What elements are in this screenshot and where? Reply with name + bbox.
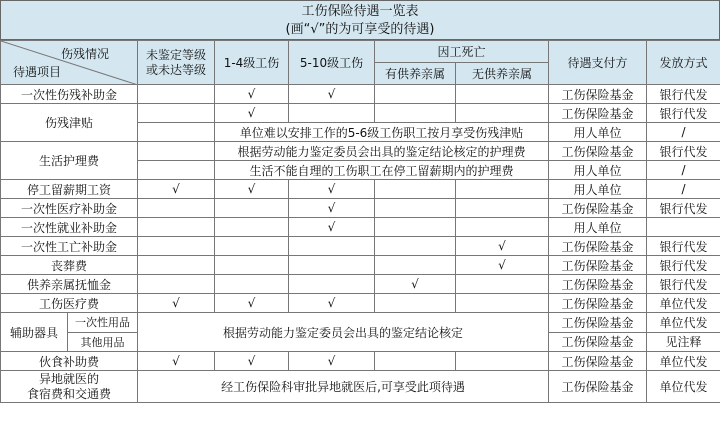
row-payer: 工伤保险基金 <box>549 85 647 104</box>
header-method: 发放方式 <box>647 41 720 85</box>
row-method: 银行代发 <box>647 275 720 294</box>
row-method: 单位代发 <box>647 294 720 313</box>
row-method <box>647 218 720 237</box>
row-name-remote-treatment <box>1 371 138 403</box>
header-grade-1-4: 1-4级工伤 <box>215 41 289 85</box>
check-mark: √ <box>215 294 289 313</box>
row-payer: 工伤保险基金 <box>549 256 647 275</box>
row-note: 经工伤保险科审批异地就医后,可享受此项待遇 <box>138 371 549 403</box>
row-name: 一次性工亡补助金 <box>1 237 138 256</box>
table-row <box>1 218 720 237</box>
table-row <box>1 294 720 313</box>
title-main: 工伤保险待遇一览表 <box>301 4 419 19</box>
table-row <box>1 352 720 371</box>
table-row <box>1 256 720 275</box>
benefits-table <box>0 40 720 403</box>
header-death-with-dependents: 有供养亲属 <box>375 63 456 85</box>
row-payer: 工伤保险基金 <box>549 332 647 352</box>
row-method: 单位代发 <box>647 371 720 403</box>
check-mark: √ <box>289 199 375 218</box>
table-row <box>1 371 720 403</box>
row-method: / <box>647 123 720 142</box>
row-payer: 用人单位 <box>549 180 647 199</box>
row-method: 银行代发 <box>647 142 720 161</box>
check-mark: √ <box>215 352 289 371</box>
header-death-without-dependents: 无供养亲属 <box>456 63 549 85</box>
row-name: 工伤医疗费 <box>1 294 138 313</box>
check-mark: √ <box>456 256 549 275</box>
row-note: 生活不能自理的工伤职工在停工留薪期内的护理费 <box>215 161 549 180</box>
row-name: 一次性医疗补助金 <box>1 199 138 218</box>
row-payer: 用人单位 <box>549 161 647 180</box>
row-method: 银行代发 <box>647 237 720 256</box>
row-payer: 工伤保险基金 <box>549 294 647 313</box>
row-payer: 工伤保险基金 <box>549 371 647 403</box>
table-row <box>1 104 720 123</box>
header-benefit-item: 待遇项目 <box>13 65 62 79</box>
row-payer: 用人单位 <box>549 123 647 142</box>
table-row <box>1 199 720 218</box>
check-mark: √ <box>215 104 289 123</box>
row-name: 一次性就业补助金 <box>1 218 138 237</box>
check-mark: √ <box>289 218 375 237</box>
row-payer: 工伤保险基金 <box>549 352 647 371</box>
check-mark: √ <box>215 85 289 104</box>
table-row <box>1 275 720 294</box>
row-name: 伤残津贴 <box>1 104 138 142</box>
row-method: 单位代发 <box>647 313 720 333</box>
row-method: / <box>647 161 720 180</box>
row-method: 银行代发 <box>647 256 720 275</box>
header-unassessed <box>138 41 215 85</box>
row-name: 食宿费和交通费 <box>26 386 111 401</box>
check-mark: √ <box>289 352 375 371</box>
check-mark: √ <box>289 85 375 104</box>
row-payer: 工伤保险基金 <box>549 275 647 294</box>
row-method: / <box>647 180 720 199</box>
row-note: 单位难以安排工作的5-6级工伤职工按月享受伤残津贴 <box>215 123 549 142</box>
row-method: 银行代发 <box>647 104 720 123</box>
row-payer: 工伤保险基金 <box>549 104 647 123</box>
row-payer: 工伤保险基金 <box>549 313 647 333</box>
header-unassessed-line2: 或未达等级 <box>145 62 206 77</box>
header-diagonal-cell <box>1 41 138 85</box>
table-row <box>1 313 720 333</box>
header-grade-5-10: 5-10级工伤 <box>289 41 375 85</box>
table-row <box>1 85 720 104</box>
header-injury-status: 伤残情况 <box>60 47 109 61</box>
check-mark: √ <box>138 352 215 371</box>
header-payer: 待遇支付方 <box>549 41 647 85</box>
row-name: 辅助器具 <box>1 313 68 351</box>
row-subname: 其他用品 <box>80 335 125 349</box>
check-mark: √ <box>289 294 375 313</box>
row-name: 伙食补助费 <box>1 352 138 371</box>
row-name: 供养亲属抚恤金 <box>1 275 138 294</box>
header-row-1 <box>1 41 720 63</box>
row-name: 异地就医的 <box>38 371 99 386</box>
header-unassessed-line1: 未鉴定等级 <box>145 47 206 62</box>
row-subname: 一次性用品 <box>68 313 138 332</box>
title-sub: (画“√”的为可享受的待遇) <box>285 22 435 37</box>
row-name: 生活护理费 <box>1 142 138 180</box>
table-row <box>1 180 720 199</box>
table-row <box>1 237 720 256</box>
row-payer: 用人单位 <box>549 218 647 237</box>
row-name: 丧葬费 <box>1 256 138 275</box>
check-mark: √ <box>138 180 215 199</box>
check-mark: √ <box>215 180 289 199</box>
row-method: 银行代发 <box>647 85 720 104</box>
check-mark: √ <box>375 275 456 294</box>
row-method: 单位代发 <box>647 352 720 371</box>
header-death: 因工死亡 <box>375 41 549 63</box>
sheet-title <box>0 0 720 40</box>
row-payer: 工伤保险基金 <box>549 199 647 218</box>
row-payer: 工伤保险基金 <box>549 142 647 161</box>
table-row <box>1 142 720 161</box>
row-method: 银行代发 <box>647 199 720 218</box>
check-mark: √ <box>289 180 375 199</box>
row-name-assistive <box>1 313 138 352</box>
row-name: 一次性伤残补助金 <box>1 85 138 104</box>
row-method: 见注释 <box>647 332 720 352</box>
row-note: 根据劳动能力鉴定委员会出具的鉴定结论核定的护理费 <box>215 142 549 161</box>
row-payer: 工伤保险基金 <box>549 237 647 256</box>
row-note: 根据劳动能力鉴定委员会出具的鉴定结论核定 <box>138 313 549 352</box>
check-mark: √ <box>456 237 549 256</box>
check-mark: √ <box>138 294 215 313</box>
row-name: 停工留薪期工资 <box>1 180 138 199</box>
